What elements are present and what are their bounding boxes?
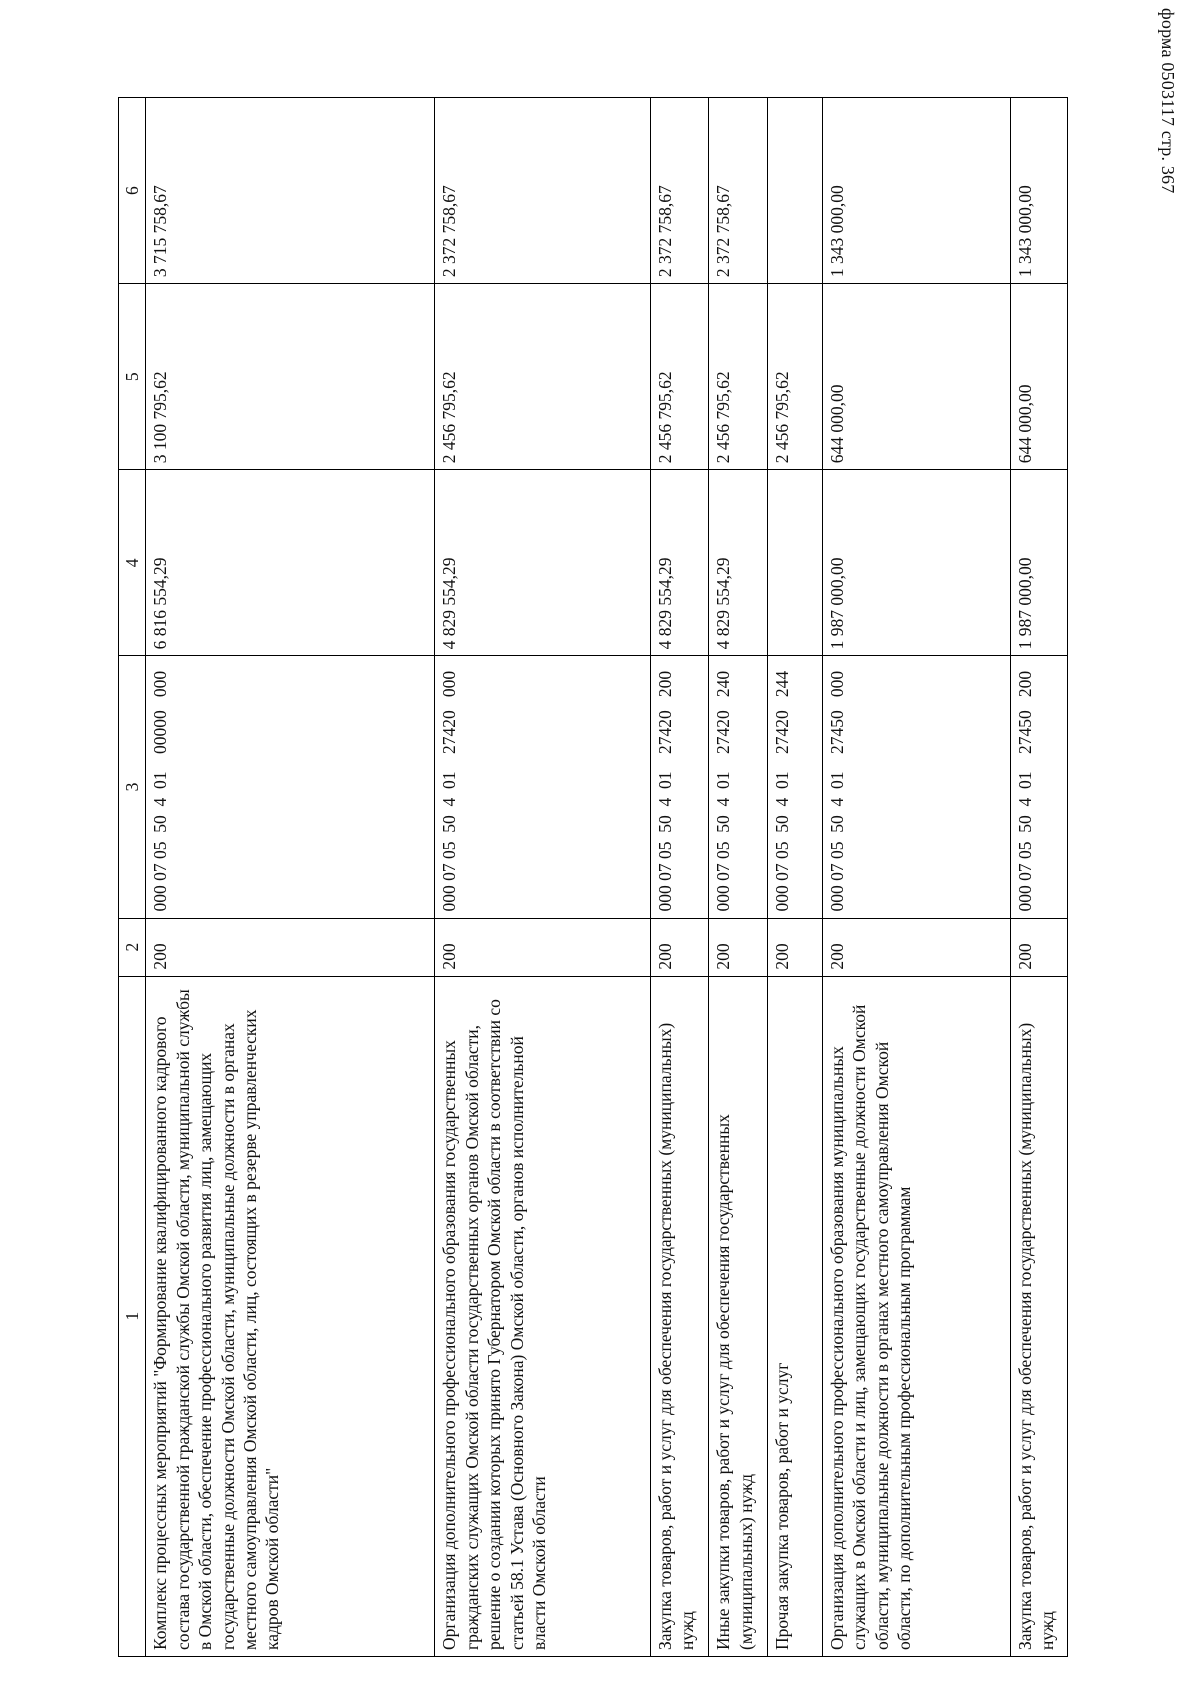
report-sheet <box>118 97 1068 1657</box>
row-name: Иные закупки товаров, работ и услуг для обеспечения государственных (муниципальных) нужд <box>709 976 767 1656</box>
column-header: 5 <box>119 284 146 470</box>
row-line-code: 200 <box>709 918 767 976</box>
row-line-code: 200 <box>822 918 1010 976</box>
row-approved <box>767 470 822 656</box>
budget-execution-table <box>118 97 1068 1657</box>
column-header: 6 <box>119 98 146 284</box>
table-row <box>709 98 767 1657</box>
row-approved: 4 829 554,29 <box>709 470 767 656</box>
table-row <box>822 98 1010 1657</box>
row-unexecuted: 2 372 758,67 <box>650 98 708 284</box>
row-executed: 2 456 795,62 <box>650 284 708 470</box>
row-executed: 644 000,00 <box>1010 284 1067 470</box>
table-row <box>650 98 708 1657</box>
row-executed: 644 000,00 <box>822 284 1010 470</box>
row-name: Закупка товаров, работ и услуг для обеспечения государственных (муниципальных) нужд <box>650 976 708 1656</box>
table-row <box>767 98 822 1657</box>
table-row <box>1010 98 1067 1657</box>
form-page-label: форма 0503117 стр. 367 <box>1158 8 1178 194</box>
column-header: 4 <box>119 470 146 656</box>
row-approved: 4 829 554,29 <box>650 470 708 656</box>
row-approved: 1 987 000,00 <box>822 470 1010 656</box>
row-budget-code: 000 07 05 50 4 01 27450 000 <box>822 656 1010 918</box>
row-budget-code: 000 07 05 50 4 01 27450 200 <box>1010 656 1067 918</box>
table-row <box>435 98 650 1657</box>
row-name: Прочая закупка товаров, работ и услуг <box>767 976 822 1656</box>
row-line-code: 200 <box>146 918 435 976</box>
row-unexecuted: 1 343 000,00 <box>1010 98 1067 284</box>
row-budget-code: 000 07 05 50 4 01 27420 244 <box>767 656 822 918</box>
row-unexecuted: 3 715 758,67 <box>146 98 435 284</box>
row-executed: 2 456 795,62 <box>709 284 767 470</box>
row-executed: 3 100 795,62 <box>146 284 435 470</box>
row-name: Организация дополнительного профессионального образования государственных гражданских служащих Омской области государственных органов Омской области, решение о создании которых принято Губернатором Омской области в соответствии со статьей 58.1 Устава (Основного Закона) Омской области, органов исполнительной власти Омской области <box>435 976 650 1656</box>
row-name: Закупка товаров, работ и услуг для обеспечения государственных (муниципальных) нужд <box>1010 976 1067 1656</box>
column-header: 2 <box>119 918 146 976</box>
row-name: Организация дополнительного профессионального образования муниципальных служащих в Омской области и лиц, замещающих государственные должности Омской области, муниципальные должности в органах местного самоуправления Омской области, по дополнительным профессиональным программам <box>822 976 1010 1656</box>
row-line-code: 200 <box>650 918 708 976</box>
column-header: 1 <box>119 976 146 1656</box>
row-budget-code: 000 07 05 50 4 01 27420 240 <box>709 656 767 918</box>
table-row <box>146 98 435 1657</box>
row-unexecuted <box>767 98 822 284</box>
row-name: Комплекс процессных мероприятий "Формирование квалифицированного кадрового состава государственной гражданской службы Омской области, муниципальной службы в Омской области, обеспечение профессионального развития лиц, замещающих государственные должности Омской области, муниципальные должности в органах местного самоуправления Омской области, лиц, состоящих в резерве управленческих кадров Омской области" <box>146 976 435 1656</box>
row-line-code: 200 <box>435 918 650 976</box>
row-line-code: 200 <box>1010 918 1067 976</box>
row-approved: 1 987 000,00 <box>1010 470 1067 656</box>
column-header: 3 <box>119 656 146 918</box>
column-number-row <box>119 98 146 1657</box>
row-budget-code: 000 07 05 50 4 01 00000 000 <box>146 656 435 918</box>
row-budget-code: 000 07 05 50 4 01 27420 000 <box>435 656 650 918</box>
row-unexecuted: 2 372 758,67 <box>435 98 650 284</box>
row-budget-code: 000 07 05 50 4 01 27420 200 <box>650 656 708 918</box>
row-executed: 2 456 795,62 <box>435 284 650 470</box>
row-approved: 4 829 554,29 <box>435 470 650 656</box>
row-unexecuted: 2 372 758,67 <box>709 98 767 284</box>
row-unexecuted: 1 343 000,00 <box>822 98 1010 284</box>
row-approved: 6 816 554,29 <box>146 470 435 656</box>
row-executed: 2 456 795,62 <box>767 284 822 470</box>
row-line-code: 200 <box>767 918 822 976</box>
